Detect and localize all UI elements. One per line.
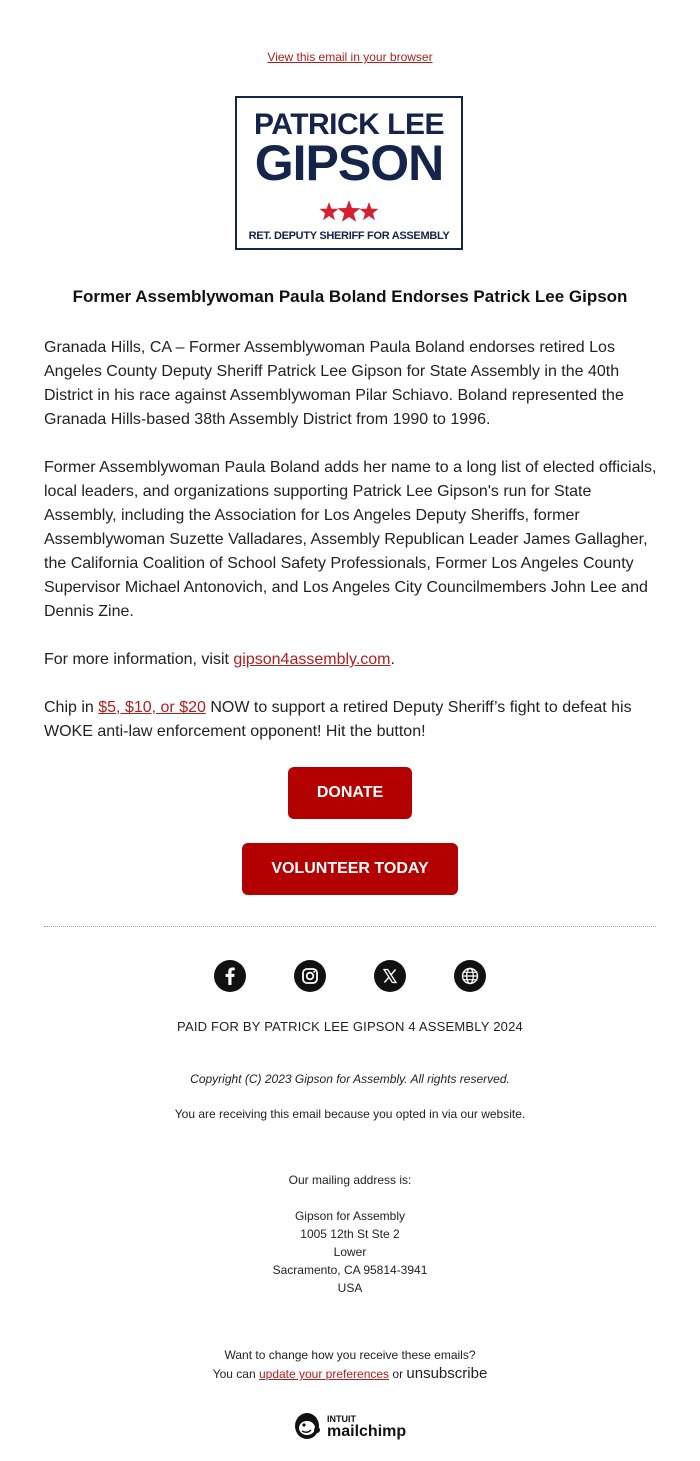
address-line: Lower bbox=[333, 1245, 367, 1259]
campaign-logo bbox=[235, 96, 463, 250]
preferences-row bbox=[0, 1365, 700, 1383]
paragraph-3 bbox=[44, 648, 659, 672]
social-links bbox=[0, 960, 700, 992]
volunteer-today-button[interactable]: VOLUNTEER TODAY bbox=[242, 843, 458, 895]
mailing-address bbox=[0, 1207, 700, 1297]
mailchimp-freddie-icon bbox=[295, 1413, 320, 1439]
receiving-reason: You are receiving this email because you opted in via our website. bbox=[174, 1107, 526, 1121]
or-text: or bbox=[389, 1367, 407, 1381]
paragraph-4 bbox=[44, 696, 659, 744]
change-prompt: Want to change how you receive these emails? bbox=[224, 1348, 476, 1362]
footer-divider bbox=[44, 926, 656, 927]
update-preferences-link[interactable]: update your preferences bbox=[258, 1367, 390, 1381]
view-in-browser-row bbox=[0, 50, 700, 64]
paragraph-4-text: Chip in bbox=[44, 699, 99, 716]
address-line: USA bbox=[337, 1281, 363, 1295]
paragraph-3-suffix: . bbox=[390, 651, 395, 668]
address-line: 1005 12th St Ste 2 bbox=[300, 1227, 400, 1241]
email-content bbox=[44, 336, 659, 768]
address-line: Sacramento, CA 95814-3941 bbox=[272, 1263, 428, 1277]
paragraph-1: Granada Hills, CA – Former Assemblywoman Paula Boland endorses retired Los Angeles County Deputy Sheriff Patrick Lee Gipson for State Assembly in the 40th District in his race against Assemblywoman Pilar Schiavo. Boland represented the Granada Hills-based 38th Assembly District from 1990 to 1996. bbox=[44, 339, 624, 428]
email-headline: Former Assemblywoman Paula Boland Endorses Patrick Lee Gipson bbox=[72, 287, 628, 306]
mailing-address-label: Our mailing address is: bbox=[288, 1173, 412, 1187]
unsubscribe-link[interactable]: unsubscribe bbox=[406, 1365, 488, 1382]
instagram-icon[interactable] bbox=[294, 960, 326, 992]
paragraph-3-text: For more information, visit bbox=[44, 651, 234, 668]
view-in-browser-link[interactable]: View this email in your browser bbox=[267, 50, 433, 64]
mailchimp-line1: INTUIT bbox=[327, 1414, 356, 1424]
facebook-icon[interactable] bbox=[214, 960, 246, 992]
x-icon[interactable] bbox=[374, 960, 406, 992]
address-line: Gipson for Assembly bbox=[294, 1209, 406, 1223]
you-can-text: You can bbox=[212, 1367, 259, 1381]
paragraph-4-suffix: NOW to support a retired Deputy Sheriff’s fight to defeat his WOKE anti-law enforcement opponent! Hit the button! bbox=[44, 699, 632, 740]
logo-tagline: RET. DEPUTY SHERIFF FOR ASSEMBLY bbox=[248, 230, 450, 242]
logo-name-line1: PATRICK LEE bbox=[253, 108, 445, 141]
globe-icon[interactable] bbox=[454, 960, 486, 992]
website-link[interactable]: gipson4assembly.com bbox=[233, 651, 391, 668]
donate-button[interactable]: DONATE bbox=[288, 767, 412, 819]
chip-in-link[interactable]: $5, $10, or $20 bbox=[98, 699, 206, 716]
copyright-text: Copyright (C) 2023 Gipson for Assembly. All rights reserved. bbox=[190, 1072, 510, 1086]
logo-name-line2: GIPSON bbox=[254, 135, 444, 191]
paragraph-2: Former Assemblywoman Paula Boland adds her name to a long list of elected officials, local leaders, and organizations supporting Patrick Lee Gipson's run for State Assembly, including the Association for Los Angeles Deputy Sheriffs, former Assemblywoman Suzette Valladares, Assembly Republican Leader James Gallagher, the California Coalition of School Safety Professionals, Former Los Angeles County Supervisor Michael Antonovich, and Los Angeles City Councilmembers John Lee and Dennis Zine. bbox=[44, 459, 657, 620]
mailchimp-line2: mailchimp bbox=[327, 1423, 407, 1440]
paid-for-disclaimer: PAID FOR BY PATRICK LEE GIPSON 4 ASSEMBLY 2024 bbox=[177, 1019, 523, 1034]
mailchimp-logo[interactable] bbox=[292, 1410, 412, 1442]
logo-stars-icon bbox=[237, 200, 461, 222]
